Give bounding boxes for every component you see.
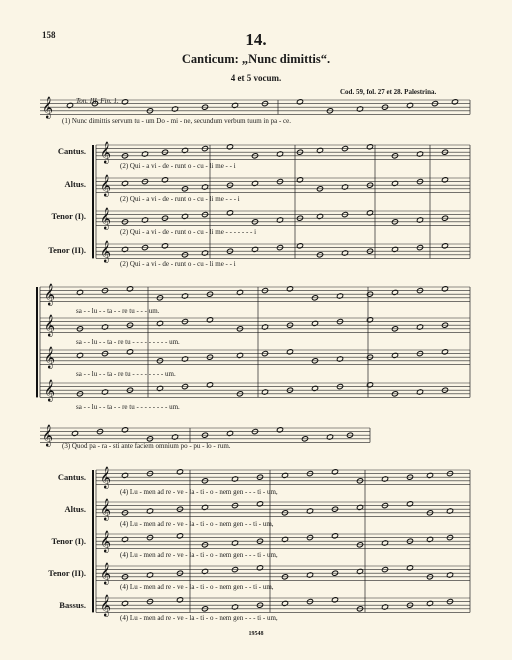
note-head — [226, 210, 233, 216]
lyric-line: (2) Qui - a vi - de - runt o - cu - li me - - i — [120, 162, 236, 170]
clef-icon: 𝄞 — [100, 531, 112, 553]
note-head — [441, 243, 448, 249]
note-head — [201, 568, 208, 574]
lyric-line: sa - - lu - - ta - - re tu - - - - - - - - um. — [76, 403, 180, 411]
note-head — [251, 246, 258, 252]
note-head — [336, 293, 343, 299]
note-head — [296, 99, 303, 105]
note-head — [391, 289, 398, 295]
note-head — [121, 427, 128, 433]
note-head — [231, 540, 238, 546]
part-label-cantus: Cantus. — [57, 146, 86, 156]
note-head — [366, 210, 373, 216]
note-head — [416, 151, 423, 157]
note-head — [356, 504, 363, 510]
clef-icon: 𝄞 — [42, 97, 54, 119]
note-head — [176, 469, 183, 475]
lyric-line: (4) Lu - men ad re - ve - la - ti - o - nem gen - - ti - um, — [120, 583, 274, 591]
note-head — [316, 213, 323, 219]
note-head — [141, 151, 148, 157]
note-head — [381, 476, 388, 482]
note-head — [121, 472, 128, 478]
note-head — [381, 540, 388, 546]
note-head — [406, 102, 413, 108]
note-head — [366, 317, 373, 323]
note-head — [441, 286, 448, 292]
clef-icon: 𝄞 — [100, 208, 112, 230]
note-head — [426, 472, 433, 478]
note-head — [156, 320, 163, 326]
note-head — [181, 213, 188, 219]
note-head — [231, 102, 238, 108]
note-head — [311, 320, 318, 326]
note-head — [391, 246, 398, 252]
note-head — [236, 289, 243, 295]
note-head — [261, 389, 268, 395]
note-head — [226, 430, 233, 436]
note-head — [281, 536, 288, 542]
clef-icon: 𝄞 — [44, 347, 56, 369]
note-head — [251, 180, 258, 186]
note-head — [161, 177, 168, 183]
note-head — [416, 324, 423, 330]
clef-icon: 𝄞 — [100, 499, 112, 521]
lyric-line: sa - - lu - - ta - - re tu - - - um. — [76, 307, 160, 315]
lyric-line: (2) Qui - a vi - de - runt o - cu - li me - - - - - - - i — [120, 228, 257, 236]
note-head — [176, 597, 183, 603]
note-head — [181, 356, 188, 362]
note-head — [71, 430, 78, 436]
note-head — [261, 324, 268, 330]
lyric-line: (2) Qui - a vi - de - runt o - cu - li me - - i — [120, 260, 236, 268]
clef-icon: 𝄞 — [100, 563, 112, 585]
note-head — [201, 250, 208, 256]
note-head — [296, 243, 303, 249]
lyric-line: (4) Lu - men ad re - ve - la - ti - o - nem gen - - - ti - um, — [120, 614, 278, 622]
clef-icon: 𝄞 — [100, 467, 112, 489]
note-head — [171, 106, 178, 112]
note-head — [141, 217, 148, 223]
note-head — [256, 501, 263, 507]
note-head — [231, 604, 238, 610]
note-head — [121, 536, 128, 542]
note-head — [76, 352, 83, 358]
tone-label: Ton. III. Fin. 1. — [76, 97, 119, 105]
clef-icon: 𝄞 — [44, 380, 56, 402]
part-label-altus: Altus. — [64, 179, 86, 189]
note-head — [446, 572, 453, 578]
lyric-line: (2) Qui - a vi - de - runt o - cu - li me - - - i — [120, 195, 240, 203]
note-head — [231, 476, 238, 482]
note-head — [286, 349, 293, 355]
note-head — [66, 102, 73, 108]
lyric-line: (4) Lu - men ad re - ve - la - ti - o - nem gen - - ti - um, — [120, 520, 274, 528]
note-head — [451, 99, 458, 105]
note-head — [406, 501, 413, 507]
note-head — [281, 472, 288, 478]
note-head — [126, 286, 133, 292]
note-head — [126, 349, 133, 355]
note-head — [101, 324, 108, 330]
note-head — [336, 356, 343, 362]
page-number: 158 — [42, 30, 56, 40]
part-label-bassus: Bassus. — [59, 600, 86, 610]
note-head — [156, 385, 163, 391]
source-attribution: Cod. 59, fol. 27 et 28. Palestrina. — [340, 88, 437, 96]
note-head — [366, 382, 373, 388]
clef-icon: 𝄞 — [100, 241, 112, 263]
note-head — [201, 184, 208, 190]
note-head — [326, 434, 333, 440]
clef-icon: 𝄞 — [100, 595, 112, 617]
clef-icon: 𝄞 — [100, 175, 112, 197]
note-head — [381, 604, 388, 610]
note-head — [226, 144, 233, 150]
note-head — [306, 572, 313, 578]
note-head — [426, 600, 433, 606]
note-head — [366, 144, 373, 150]
clef-icon: 𝄞 — [42, 425, 54, 447]
part-label-tenor-2: Tenor (II). — [48, 568, 86, 578]
voicing-subtitle: 4 et 5 vocum. — [230, 73, 282, 83]
note-head — [121, 600, 128, 606]
note-head — [276, 427, 283, 433]
part-label-cantus: Cantus. — [57, 472, 86, 482]
note-head — [236, 352, 243, 358]
note-head — [206, 382, 213, 388]
note-head — [161, 243, 168, 249]
note-head — [331, 469, 338, 475]
note-head — [331, 533, 338, 539]
chant-lyric-1: (1) Nunc dimittis servum tu - um Do - mi - ne, secundum verbum tuum in pa - ce. — [62, 117, 292, 125]
note-head — [276, 151, 283, 157]
note-head — [446, 508, 453, 514]
note-head — [121, 246, 128, 252]
lyric-line: sa - - lu - - ta - re tu - - - - - - - - - um. — [76, 338, 180, 346]
note-head — [391, 352, 398, 358]
part-label-tenor-2: Tenor (II). — [48, 245, 86, 255]
chant-lyric-2: (3) Quod pa - ra - sti ante faciem omnium po - pu - lo - rum. — [62, 442, 231, 450]
note-head — [356, 106, 363, 112]
note-head — [391, 180, 398, 186]
note-head — [296, 177, 303, 183]
part-label-altus: Altus. — [64, 504, 86, 514]
note-head — [426, 536, 433, 542]
lyric-line: sa - - lu - - ta - re tu - - - - - - - - um. — [76, 370, 176, 378]
piece-title: Canticum: „Nunc dimittis“. — [181, 52, 331, 66]
note-head — [276, 217, 283, 223]
note-head — [256, 565, 263, 571]
note-head — [181, 147, 188, 153]
note-head — [181, 293, 188, 299]
plate-number: 19548 — [248, 631, 264, 637]
note-head — [206, 317, 213, 323]
clef-icon: 𝄞 — [44, 315, 56, 337]
note-head — [201, 504, 208, 510]
lyric-line: (4) Lu - men ad re - ve - la - ti - o - nem gen - - - ti - um, — [120, 551, 278, 559]
note-head — [101, 389, 108, 395]
clef-icon: 𝄞 — [100, 142, 112, 164]
note-head — [121, 99, 128, 105]
piece-number: 14. — [245, 30, 267, 49]
note-head — [331, 597, 338, 603]
note-head — [441, 177, 448, 183]
clef-icon: 𝄞 — [44, 284, 56, 306]
note-head — [171, 434, 178, 440]
note-head — [416, 389, 423, 395]
note-head — [281, 600, 288, 606]
note-head — [146, 572, 153, 578]
note-head — [146, 508, 153, 514]
note-head — [121, 180, 128, 186]
part-label-tenor-1: Tenor (I). — [51, 536, 86, 546]
note-head — [306, 508, 313, 514]
note-head — [316, 147, 323, 153]
note-head — [441, 349, 448, 355]
note-head — [341, 184, 348, 190]
note-head — [311, 385, 318, 391]
note-head — [286, 286, 293, 292]
lyric-line: (4) Lu - men ad re - ve - la - ti - o - nem gen - - - ti - um, — [120, 488, 278, 496]
note-head — [76, 289, 83, 295]
note-head — [176, 533, 183, 539]
part-label-tenor-1: Tenor (I). — [51, 211, 86, 221]
note-head — [356, 568, 363, 574]
note-head — [406, 565, 413, 571]
note-head — [341, 250, 348, 256]
note-head — [416, 217, 423, 223]
